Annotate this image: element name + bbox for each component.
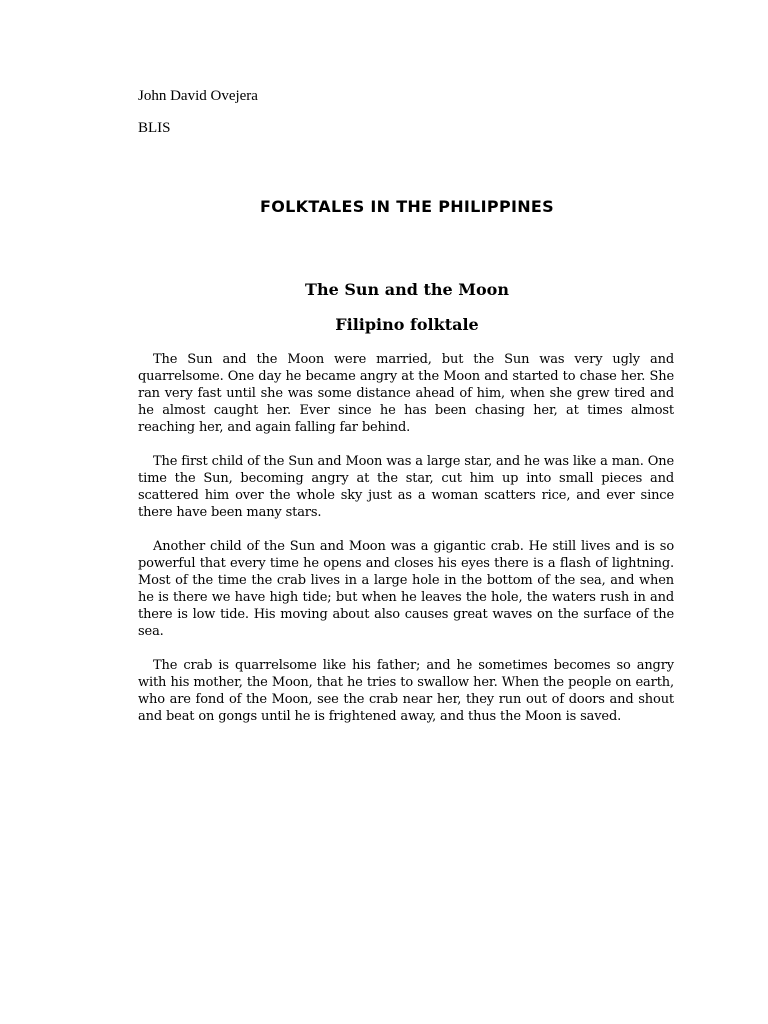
story-paragraph: Another child of the Sun and Moon was a gigantic crab. He still lives and is so powerful that every time he opens and closes his eyes there is a flash of lightning. Most of the time the crab lives in a large hole in the bottom of the sea, and when he is there we have high tide; but when he leaves the hole, the waters rush in and there is low tide. His moving about also causes great waves on the surface of the sea.: [138, 539, 674, 639]
story-paragraph: The first child of the Sun and Moon was a large star, and he was like a man. One time the Sun, becoming angry at the star, cut him up into small pieces and scattered him over the whole sky just as a woman scatters rice, and ever since there have been many stars.: [138, 454, 674, 520]
author-name: John David Ovejera: [138, 88, 258, 104]
story-body: [138, 351, 674, 742]
story-paragraph: The crab is quarrelsome like his father; and he sometimes becomes so angry with his mother, the Moon, that he tries to swallow her. When the people on earth, who are fond of the Moon, see the crab near her, they run out of doors and shout and beat on gongs until he is frightened away, and thus the Moon is saved.: [138, 658, 674, 724]
story-paragraph: The Sun and the Moon were married, but the Sun was very ugly and quarrelsome. One day he became angry at the Moon and started to chase her. She ran very fast until she was some distance ahead of him, when she grew tired and he almost caught her. Ever since he has been chasing her, at times almost reaching her, and again falling far behind.: [138, 352, 674, 435]
document-title: FOLKTALES IN THE PHILIPPINES: [260, 197, 554, 216]
story-subtitle: Filipino folktale: [335, 315, 479, 334]
story-title: The Sun and the Moon: [305, 280, 509, 299]
program-name: BLIS: [138, 120, 171, 136]
